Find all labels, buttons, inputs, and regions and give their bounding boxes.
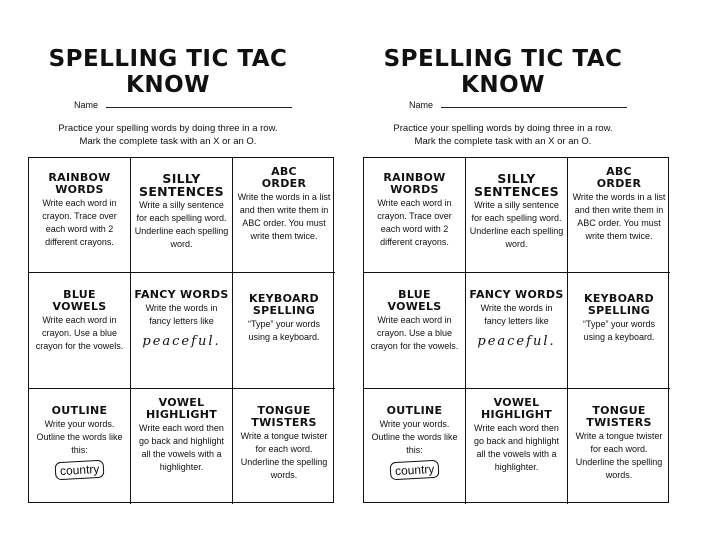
cell-tongue-twisters <box>233 389 335 504</box>
cell-fancy-words <box>131 273 233 389</box>
cell-heading: BLUE VOWELS <box>387 288 442 313</box>
cell-rainbow-words <box>364 158 466 273</box>
cell-body: Write your words. Outline the words like this: <box>371 419 458 455</box>
cell-heading: TONGUE TWISTERS <box>251 404 317 429</box>
cell-heading: SILLY SENTENCES <box>474 171 559 199</box>
cell-vowel-highlight <box>131 389 233 504</box>
cell-outline <box>29 389 131 504</box>
cell-fancy-words <box>466 273 568 389</box>
cell-blue-vowels <box>29 273 131 389</box>
cell-heading: KEYBOARD SPELLING <box>584 292 654 317</box>
outline-example: country <box>54 460 104 481</box>
cell-body: Write each word then go back and highlight all the vowels with a highlighter. <box>473 423 560 472</box>
fancy-example: peaceful. <box>142 334 221 349</box>
cell-heading: KEYBOARD SPELLING <box>249 292 319 317</box>
cell-body: Write each word then go back and highlight all the vowels with a highlighter. <box>138 423 225 472</box>
tic-tac-know-grid <box>363 157 669 503</box>
cell-heading: ABC ORDER <box>596 165 642 190</box>
tic-tac-know-grid <box>28 157 334 503</box>
cell-silly-sentences <box>466 158 568 273</box>
cell-heading: FANCY WORDS <box>134 288 229 301</box>
cell-body: Write the words in a list and then write them in ABC order. You must write them twice. <box>237 192 331 241</box>
cell-body: Write the words in fancy letters like <box>145 303 218 326</box>
cell-heading: VOWEL HIGHLIGHT <box>480 396 553 421</box>
cell-body: Write a silly sentence for each spelling word. Underline each spelling word. <box>134 200 229 249</box>
cell-abc-order <box>568 158 670 273</box>
instruction-line: Mark the complete task with an X or an O. <box>414 136 592 147</box>
instruction-line: Practice your spelling words by doing three in a row. <box>58 123 278 134</box>
name-row <box>74 98 292 110</box>
cell-heading: OUTLINE <box>386 404 443 417</box>
fancy-example: peaceful. <box>477 334 556 349</box>
worksheet-right <box>343 0 683 542</box>
cell-heading: VOWEL HIGHLIGHT <box>145 396 218 421</box>
cell-heading: OUTLINE <box>51 404 108 417</box>
name-line <box>441 98 627 108</box>
instruction-line: Mark the complete task with an X or an O. <box>79 136 257 147</box>
outline-example: country <box>389 460 439 481</box>
name-row <box>409 98 627 110</box>
cell-body: Write a tongue twister for each word. Underline the spelling words. <box>240 431 328 480</box>
cell-heading: FANCY WORDS <box>469 288 564 301</box>
cell-body: Write the words in a list and then write them in ABC order. You must write them twice. <box>572 192 666 241</box>
cell-tongue-twisters <box>568 389 670 504</box>
name-label: Name <box>409 100 434 110</box>
cell-heading: RAINBOW WORDS <box>48 171 111 196</box>
cell-body: Write each word in crayon. Use a blue crayon for the vowels. <box>370 315 459 351</box>
cell-keyboard-spelling <box>233 273 335 389</box>
instruction-line: Practice your spelling words by doing three in a row. <box>393 123 613 134</box>
cell-heading: SILLY SENTENCES <box>139 171 224 199</box>
cell-body: Write a silly sentence for each spelling word. Underline each spelling word. <box>469 200 564 249</box>
cell-heading: ABC ORDER <box>261 165 307 190</box>
cell-abc-order <box>233 158 335 273</box>
cell-outline <box>364 389 466 504</box>
cell-rainbow-words <box>29 158 131 273</box>
cell-heading: BLUE VOWELS <box>52 288 107 313</box>
cell-heading: TONGUE TWISTERS <box>586 404 652 429</box>
cell-keyboard-spelling <box>568 273 670 389</box>
instructions <box>8 122 328 148</box>
worksheet-title: SPELLING TIC TAC KNOW <box>383 46 623 98</box>
cell-blue-vowels <box>364 273 466 389</box>
cell-vowel-highlight <box>466 389 568 504</box>
worksheet-left <box>8 0 348 542</box>
worksheet-title: SPELLING TIC TAC KNOW <box>48 46 288 98</box>
cell-body: Write the words in fancy letters like <box>480 303 553 326</box>
cell-body: Write each word in crayon. Trace over each word with 2 different crayons. <box>377 198 452 247</box>
instructions <box>343 122 663 148</box>
cell-body: Write each word in crayon. Trace over each word with 2 different crayons. <box>42 198 117 247</box>
cell-body: “Type” your words using a keyboard. <box>247 319 321 342</box>
name-label: Name <box>74 100 99 110</box>
cell-heading: RAINBOW WORDS <box>383 171 446 196</box>
cell-body: “Type” your words using a keyboard. <box>582 319 656 342</box>
cell-silly-sentences <box>131 158 233 273</box>
cell-body: Write a tongue twister for each word. Underline the spelling words. <box>575 431 663 480</box>
cell-body: Write your words. Outline the words like this: <box>36 419 123 455</box>
cell-body: Write each word in crayon. Use a blue crayon for the vowels. <box>35 315 124 351</box>
name-line <box>106 98 292 108</box>
